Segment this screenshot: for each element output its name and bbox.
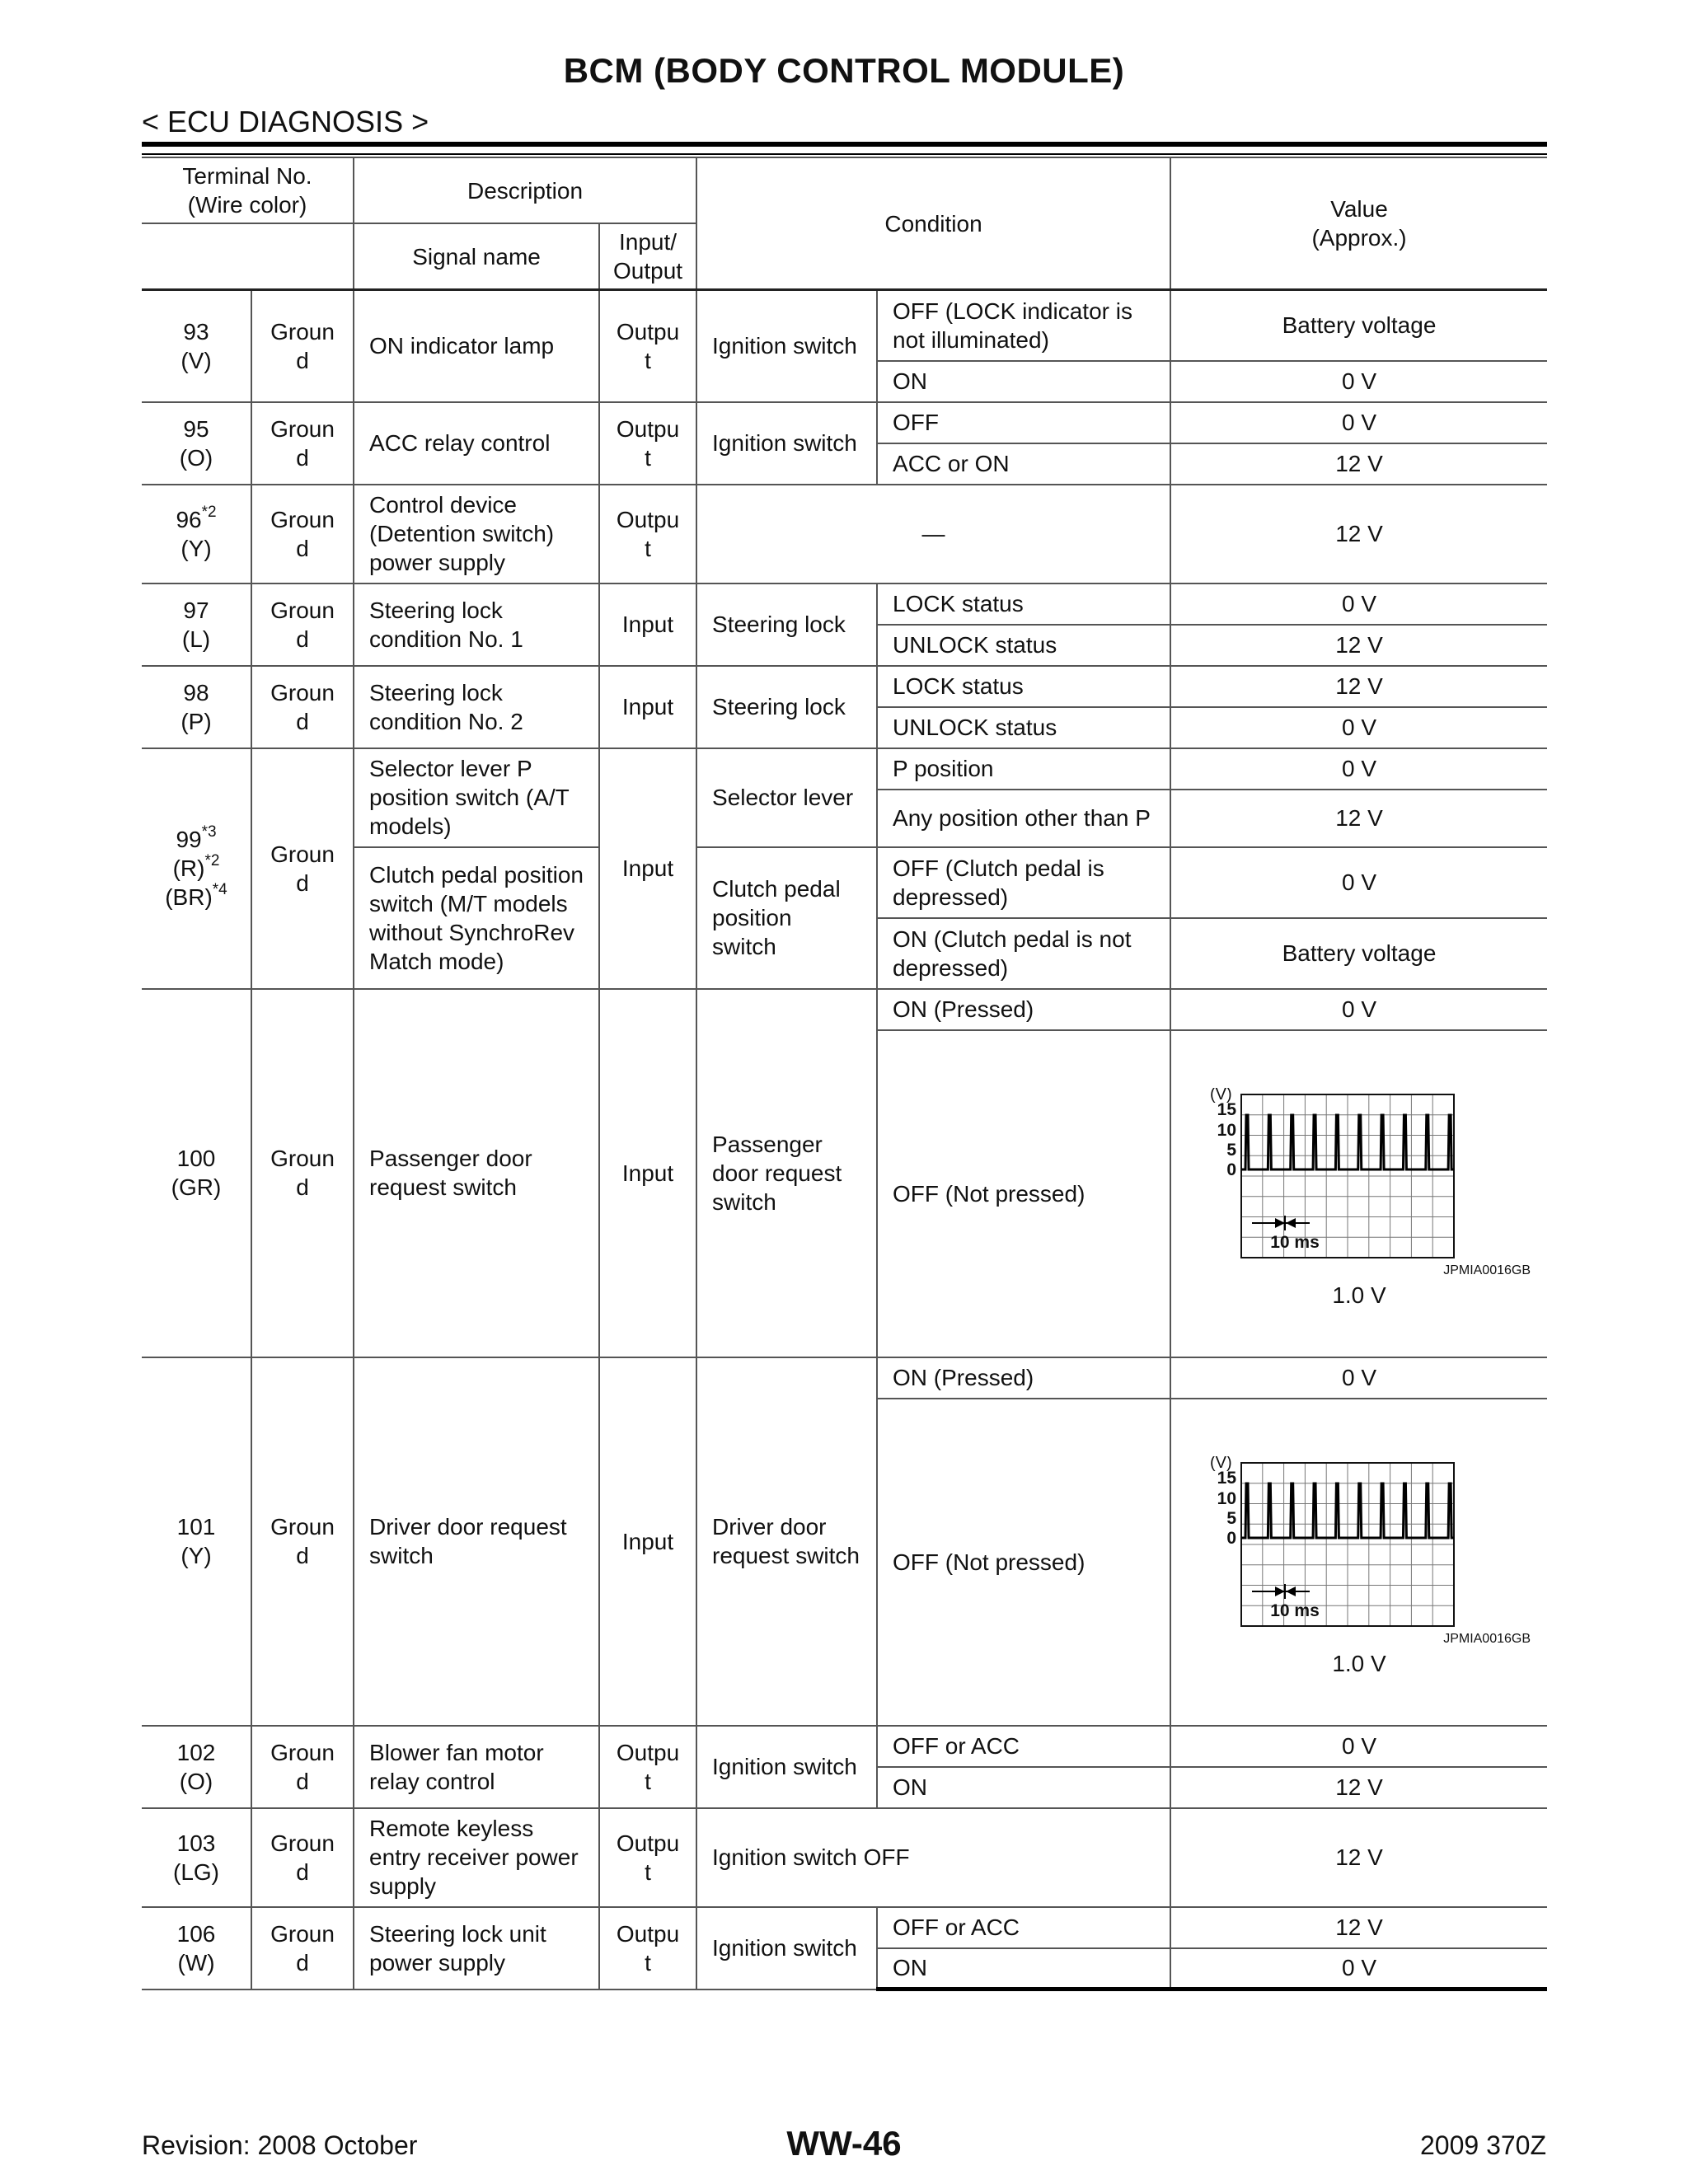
arrow-left-icon [1286,1586,1296,1596]
value-cell: 12 V [1170,790,1547,847]
terminal-cell [142,748,251,989]
terminal-footnote: *3 [201,823,217,841]
condition-cell: Steering lock [696,666,877,748]
waveform-value-cell [1170,1030,1547,1357]
signal-name-cell: Driver door request switch [354,1357,599,1726]
terminal-cell [142,1808,251,1907]
value-cell: 0 V [1170,1948,1547,1990]
value-cell: 12 V [1170,625,1547,666]
value-cell: 0 V [1170,1357,1547,1399]
wire-color: (BR) [165,884,213,910]
condition-cell: Ignition switch [696,1726,877,1808]
signal-name-cell: Clutch pedal position switch (M/T models without SynchroRev Match mode) [354,847,599,989]
sub-condition-cell: ON [877,1948,1170,1990]
wire-color: (W) [177,1949,215,1975]
terminal-number: 96 [176,506,202,532]
sub-condition-cell: LOCK status [877,583,1170,625]
sub-condition-cell: OFF [877,402,1170,443]
wire-color-footnote: *4 [212,881,227,898]
condition-cell: Clutch pedal position switch [696,847,877,989]
terminal-number: 99 [176,827,202,852]
footer-model: 2009 370Z [1419,2130,1546,2160]
io-cell: Output [599,290,696,402]
figure-code: JPMIA0016GB [1443,1263,1531,1277]
sub-condition-cell: UNLOCK status [877,625,1170,666]
signal-name-cell: Control device (Detention switch) power supply [354,485,599,583]
value-cell: 1.0 V [1332,1651,1386,1676]
condition-cell: Driver door request switch [696,1357,877,1726]
condition-cell: Steering lock [696,583,877,666]
io-cell: Output [599,402,696,485]
footer-revision: Revision: 2008 October [142,2130,418,2160]
tick-label: 5 [1226,1509,1237,1528]
section-label: < ECU DIAGNOSIS > [142,105,429,138]
signal-name-cell: Selector lever P position switch (A/T models) [354,748,599,847]
value-cell: 0 V [1170,989,1547,1030]
io-cell: Input [599,1357,696,1726]
signal-name-cell: Steering lock condition No. 1 [354,583,599,666]
wire-color: (Y) [181,535,212,561]
ground-cell: Ground [251,583,354,666]
sub-condition-cell: OFF (Not pressed) [877,1399,1170,1726]
table-row [142,290,1547,361]
waveform-chart [1207,1088,1512,1263]
io-cell: Output [599,1726,696,1808]
io-cell: Output [599,1907,696,1990]
sub-condition-cell: ON (Pressed) [877,989,1170,1030]
sub-condition-cell: LOCK status [877,666,1170,707]
sub-condition-cell: Any position other than P [877,790,1170,847]
wire-color: (R) [172,855,205,881]
table-row [142,989,1547,1030]
condition-cell: Ignition switch [696,1907,877,1990]
terminal-number: 101 [176,1514,216,1540]
io-cell: Input [599,748,696,989]
time-scale-label: 10 ms [1270,1601,1320,1620]
unit-label: (V) [1210,1456,1232,1472]
wire-color: (L) [181,626,211,652]
table-row [142,485,1547,583]
terminal-cell [142,1907,251,1990]
value-cell: 0 V [1170,1726,1547,1767]
tick-label: 15 [1217,1100,1237,1119]
tick-label: 15 [1217,1469,1237,1488]
terminal-number: 102 [176,1739,216,1765]
sub-condition-cell: ON (Pressed) [877,1357,1170,1399]
signal-name-cell: Blower fan motor relay control [354,1726,599,1808]
value-cell: 12 V [1170,1767,1547,1808]
terminal-cell [142,1357,251,1726]
terminal-table [142,157,1547,1991]
waveform-figure [1179,1088,1539,1310]
sub-condition-cell: ON [877,1767,1170,1808]
wire-color: (LG) [173,1858,219,1885]
value-cell: 12 V [1170,666,1547,707]
table-row [142,1808,1547,1907]
waveform-value-cell [1170,1399,1547,1726]
value-cell: 0 V [1170,361,1547,402]
value-cell: 0 V [1170,847,1547,918]
signal-name-cell: Passenger door request switch [354,989,599,1357]
condition-cell: Selector lever [696,748,877,847]
tick-label: 10 [1217,1489,1237,1508]
signal-name-cell: Steering lock unit power supply [354,1907,599,1990]
tick-label: 5 [1226,1141,1237,1160]
wire-color: (O) [179,444,213,471]
sub-condition-cell: OFF or ACC [877,1907,1170,1948]
io-cell: Output [599,1808,696,1907]
tick-label: 0 [1226,1160,1237,1179]
value-cell: Battery voltage [1170,918,1547,989]
value-cell: 12 V [1170,443,1547,485]
header-condition: Condition [696,157,1170,290]
terminal-footnote: *2 [201,503,217,521]
ground-cell: Ground [251,748,354,989]
condition-cell: Ignition switch [696,290,877,402]
terminal-number: 93 [183,318,209,344]
time-scale-label: 10 ms [1270,1233,1320,1252]
tick-label: 0 [1226,1529,1237,1548]
header-rule [142,142,1547,147]
ground-cell: Ground [251,1907,354,1990]
value-cell: 12 V [1170,1808,1547,1907]
value-cell: 0 V [1170,707,1547,748]
terminal-cell [142,290,251,402]
io-cell: Output [599,485,696,583]
arrow-left-icon [1286,1218,1296,1228]
wire-color: (GR) [171,1174,222,1200]
wire-color: (V) [181,347,212,373]
value-cell: 0 V [1170,748,1547,790]
header-terminal: Terminal No. (Wire color) [142,157,354,223]
ground-cell: Ground [251,1808,354,1907]
condition-cell: Ignition switch OFF [696,1808,1170,1907]
terminal-cell [142,1726,251,1808]
terminal-number: 95 [183,415,209,442]
sub-condition-cell: OFF or ACC [877,1726,1170,1767]
sub-condition-cell: OFF (Clutch pedal is depressed) [877,847,1170,918]
footer-page-number: WW-46 [786,2124,902,2163]
figure-code: JPMIA0016GB [1443,1632,1531,1646]
wire-color: (P) [181,708,212,734]
ground-cell: Ground [251,989,354,1357]
ground-cell: Ground [251,290,354,402]
condition-cell: Passenger door request switch [696,989,877,1357]
tick-label: 10 [1217,1121,1237,1140]
sub-condition-cell: OFF (LOCK indicator is not illuminated) [877,290,1170,361]
io-cell: Input [599,583,696,666]
waveform-chart [1207,1456,1512,1631]
signal-name-cell: ON indicator lamp [354,290,599,402]
sub-condition-cell: P position [877,748,1170,790]
terminal-number: 103 [176,1830,216,1856]
table-row [142,583,1547,625]
header-rule-thin [142,153,1547,155]
terminal-number: 106 [176,1920,216,1947]
table-row [142,1357,1547,1399]
table-row [142,666,1547,707]
io-cell: Input [599,989,696,1357]
value-cell: 0 V [1170,402,1547,443]
signal-name-cell: Steering lock condition No. 2 [354,666,599,748]
table-row [142,402,1547,443]
value-cell: 12 V [1170,1907,1547,1948]
terminal-number: 98 [183,679,209,705]
sub-condition-cell: ACC or ON [877,443,1170,485]
terminal-number: 100 [176,1146,216,1171]
table-row [142,1907,1547,1948]
value-cell: Battery voltage [1170,290,1547,361]
header-io: Input/ Output [599,223,696,290]
condition-cell: — [696,485,1170,583]
table-row [142,1726,1547,1767]
wire-color: (O) [179,1768,213,1794]
signal-name-cell: Remote keyless entry receiver power supply [354,1808,599,1907]
table-row [142,748,1547,790]
value-cell: 0 V [1170,583,1547,625]
terminal-number: 97 [183,597,209,623]
sub-condition-cell: OFF (Not pressed) [877,1030,1170,1357]
unit-label: (V) [1210,1088,1232,1104]
terminal-cell [142,583,251,666]
ground-cell: Ground [251,1726,354,1808]
ground-cell: Ground [251,485,354,583]
wire-color-footnote: *2 [204,852,220,869]
header-description: Description [354,157,696,223]
value-cell: 1.0 V [1332,1282,1386,1308]
header-terminal-spacer [142,223,354,290]
header-value: Value (Approx.) [1170,157,1547,290]
waveform-figure [1179,1456,1539,1679]
page-title: BCM (BODY CONTROL MODULE) [563,51,1125,90]
ground-cell: Ground [251,666,354,748]
terminal-cell [142,989,251,1357]
sub-condition-cell: UNLOCK status [877,707,1170,748]
terminal-cell [142,402,251,485]
ground-cell: Ground [251,402,354,485]
io-cell: Input [599,666,696,748]
value-cell: 12 V [1170,485,1547,583]
ground-cell: Ground [251,1357,354,1726]
terminal-cell [142,485,251,583]
signal-name-cell: ACC relay control [354,402,599,485]
sub-condition-cell: ON [877,361,1170,402]
terminal-cell [142,666,251,748]
condition-cell: Ignition switch [696,402,877,485]
header-signal-name: Signal name [354,223,599,290]
wire-color: (Y) [181,1543,212,1568]
sub-condition-cell: ON (Clutch pedal is not depressed) [877,918,1170,989]
